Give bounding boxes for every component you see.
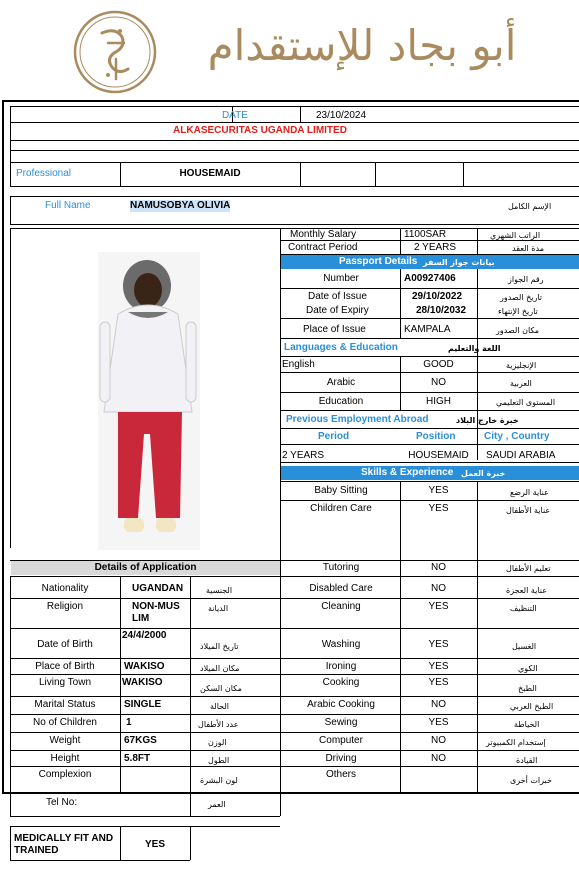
english-value: GOOD [423, 359, 454, 370]
application-row-label: No of Children [33, 717, 97, 728]
languages-header: Languages & Education [284, 342, 398, 353]
issue-date-value: 29/10/2022 [412, 291, 463, 302]
medical-value: YES [144, 839, 165, 850]
skill-label: Computer [319, 735, 363, 746]
employment-country: SAUDI ARABIA [486, 450, 556, 461]
application-row-label: Religion [46, 601, 84, 612]
skill-value: YES [428, 661, 449, 672]
full-name-ar: الإسم الكامل [508, 202, 552, 211]
company-title: أبو بجاد للإستقدام [207, 21, 517, 70]
application-row-ar: مكان الميلاد [200, 664, 240, 673]
application-row-ar: الديانة [208, 604, 229, 613]
application-row-value: SINGLE [124, 699, 162, 710]
profession-label: Professional [16, 168, 72, 179]
profession-value: HOUSEMAID [179, 168, 241, 179]
issue-date-ar: تاريخ الصدور [500, 293, 542, 302]
application-header: Details of Application [11, 561, 280, 575]
skill-label: Washing [321, 639, 361, 650]
country-header: City , Country [484, 431, 550, 442]
skill-value: NO [431, 735, 446, 746]
passport-number-value: A00927406 [404, 273, 456, 284]
application-row-label: Weight [49, 735, 81, 746]
english-ar: الإنجليزية [506, 361, 537, 370]
contract-period-value: 2 YEARS [414, 242, 457, 253]
skill-label: Sewing [324, 717, 358, 728]
skill-value: YES [428, 503, 449, 514]
education-label: Education [318, 396, 364, 407]
date-value: 23/10/2024 [316, 110, 367, 121]
application-row-label: Complexion [38, 769, 92, 780]
skill-label: Disabled Care [309, 583, 373, 594]
skill-label: Tutoring [322, 562, 360, 573]
issue-place-ar: مكان الصدور [496, 326, 540, 335]
skill-ar: إستخدام الكمبيوتر [486, 738, 546, 747]
skill-ar: الكوي [518, 664, 538, 673]
education-ar: المستوى التعليمي [496, 398, 556, 407]
salary-label: Monthly Salary [290, 229, 357, 240]
application-row-value: WAKISO [124, 661, 165, 672]
expiry-date-value: 28/10/2032 [416, 305, 467, 316]
application-row-ar: مكان السكن [200, 684, 242, 693]
full-name-label: Full Name [45, 200, 91, 211]
skill-value: YES [428, 601, 449, 612]
skill-ar: عناية العجزة [506, 586, 547, 595]
full-name-value: NAMUSOBYA OLIVIA [130, 200, 231, 211]
application-row-label: Marital Status [34, 699, 96, 710]
application-row-label: Place of Birth [35, 661, 95, 672]
arabic-label: Arabic [326, 377, 356, 388]
application-row-ar: عدد الأطفال [198, 720, 239, 729]
application-row-ar: الوزن [208, 738, 227, 747]
issue-place-label: Place of Issue [303, 324, 366, 335]
issue-place-value: KAMPALA [404, 324, 451, 335]
english-label: English [282, 359, 315, 370]
application-row-value: NON-MUSLIM [132, 601, 180, 624]
skill-label: Children Care [310, 503, 372, 514]
skill-ar: الغسيل [512, 642, 537, 651]
employment-position: HOUSEMAID [408, 450, 469, 461]
education-value: HIGH [426, 396, 451, 407]
issue-date-label: Date of Issue [308, 291, 367, 302]
skill-ar: تعليم الأطفال [506, 564, 551, 573]
expiry-date-ar: تاريخ الإنتهاء [498, 307, 538, 316]
skill-ar: عناية الأطفال [506, 506, 551, 515]
salary-ar: الراتب الشهري [490, 231, 541, 240]
age-ar: العمر [208, 800, 226, 809]
application-row-label: Living Town [38, 677, 92, 688]
employment-header-ar: خبرة خارج البلاد [456, 416, 519, 425]
contract-period-ar: مدة العقد [512, 244, 544, 253]
application-row-value: UGANDAN [132, 583, 184, 594]
skill-label: Driving [325, 753, 357, 764]
applicant-photo [98, 252, 200, 550]
skill-ar: الخياطة [514, 720, 540, 729]
arabic-value: NO [431, 377, 446, 388]
skill-label: Ironing [325, 661, 357, 672]
application-row-ar: لون البشرة [200, 776, 238, 785]
expiry-date-label: Date of Expiry [306, 305, 369, 316]
skill-ar: الطبخ [518, 684, 537, 693]
application-row-value: 24/4/2000 [122, 630, 167, 641]
application-row-value: 1 [126, 717, 132, 728]
employment-period: 2 YEARS [282, 450, 325, 461]
skill-ar: القيادة [516, 756, 538, 765]
application-row-ar: الطول [208, 756, 230, 765]
application-row-label: Nationality [41, 583, 89, 594]
skill-label: Baby Sitting [314, 485, 368, 496]
employment-header: Previous Employment Abroad [286, 414, 429, 425]
skill-value: NO [431, 583, 446, 594]
skill-value: YES [428, 717, 449, 728]
skill-value: YES [428, 639, 449, 650]
skill-value: NO [431, 699, 446, 710]
skill-ar: خبرات أخرى [510, 776, 552, 785]
company-logo [72, 9, 158, 95]
application-row-ar: الجنسية [206, 586, 233, 595]
company-name: ALKASECURITAS UGANDA LIMITED [173, 125, 347, 136]
skill-label: Arabic Cooking [307, 699, 375, 710]
application-row-label: Date of Birth [37, 639, 93, 650]
skills-header: Skills & Experience خبرة العمل [281, 466, 579, 480]
skill-ar: التنظيف [510, 604, 537, 613]
skill-ar: الطبخ العربي [510, 702, 554, 711]
salary-value: 1100SAR [404, 229, 447, 240]
application-row-value: WAKISO [122, 677, 163, 688]
skill-value: NO [431, 562, 446, 573]
position-header: Position [416, 431, 456, 442]
date-label: DATE [222, 110, 248, 121]
passport-number-label: Number [323, 273, 359, 284]
skill-value: NO [431, 753, 446, 764]
application-row-ar: الحالة [210, 702, 229, 711]
application-row-value: 67KGS [124, 735, 157, 746]
application-row-label: Height [50, 753, 80, 764]
skill-label: Cooking [322, 677, 360, 688]
skill-ar: عناية الرضع [510, 488, 549, 497]
application-row-ar: تاريخ الميلاد [200, 642, 239, 651]
skill-label: Cleaning [321, 601, 361, 612]
period-header: Period [318, 431, 350, 442]
passport-number-ar: رقم الجواز [508, 275, 544, 284]
tel-label: Tel No: [46, 797, 78, 808]
skill-label: Others [325, 769, 356, 780]
application-row-value: 5.8FT [124, 753, 151, 764]
medical-label: MEDICALLY FIT AND TRAINED [14, 833, 114, 856]
contract-period-label: Contract Period [288, 242, 358, 253]
arabic-ar: العربية [510, 379, 532, 388]
skill-value: YES [428, 677, 449, 688]
passport-header: Passport Details بيانات جواز السفر [281, 255, 579, 269]
languages-header-ar: اللغة والتعليم [448, 344, 501, 353]
skill-value: YES [428, 485, 449, 496]
